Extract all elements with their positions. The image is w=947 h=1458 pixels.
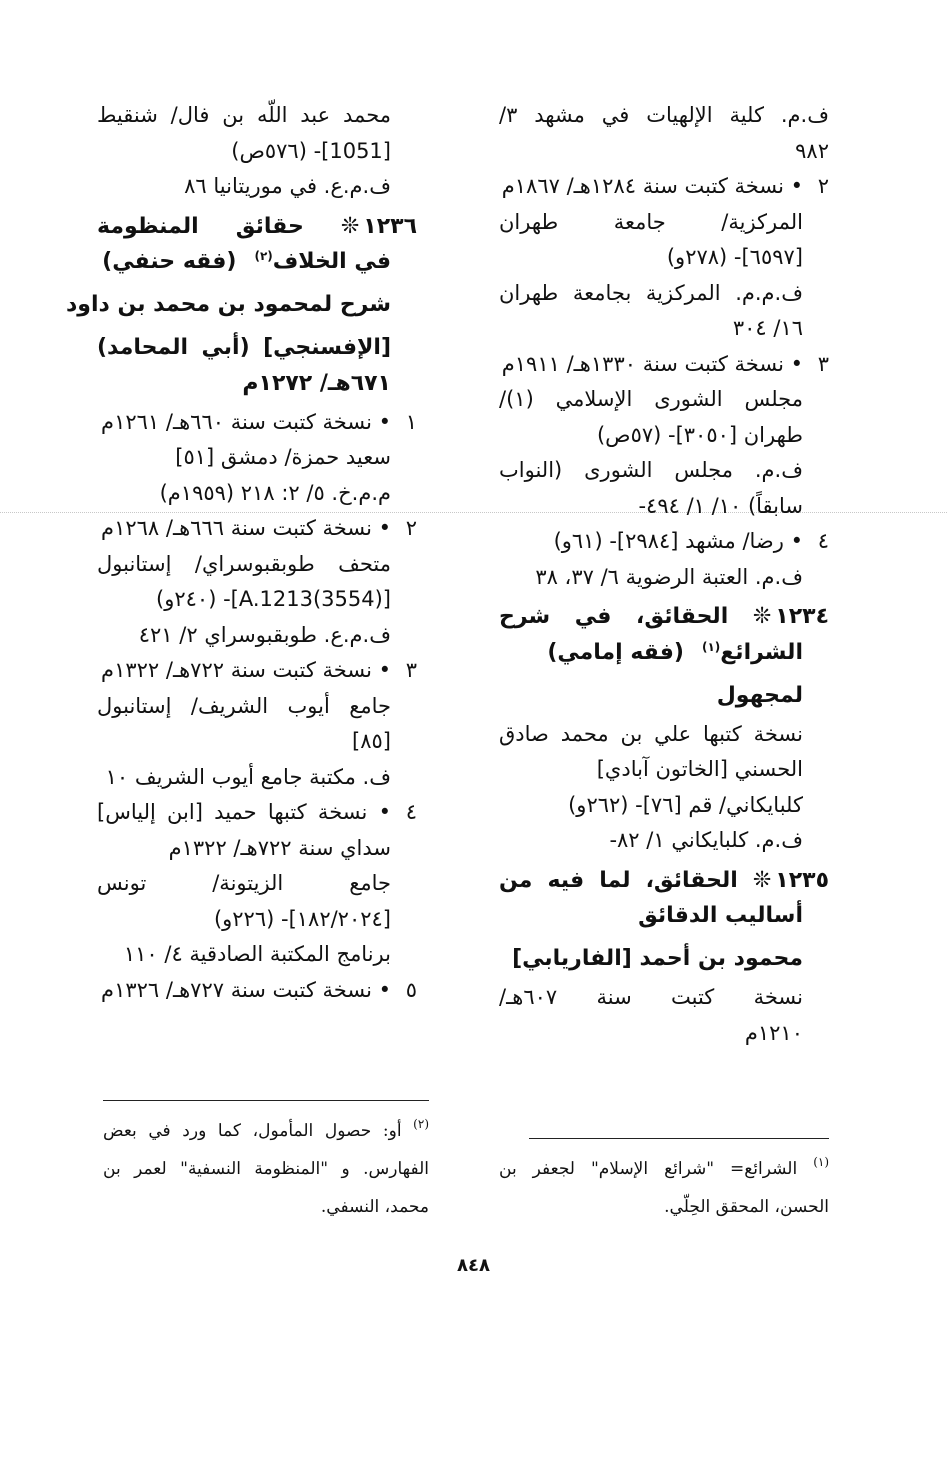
text-line xyxy=(499,489,829,525)
text-line xyxy=(97,547,417,583)
line-text: ١٢١٠م xyxy=(744,1020,803,1045)
line-text: الحسني [الخاتون آبادي] xyxy=(596,757,803,781)
copy-item xyxy=(97,973,417,1009)
copy-text: نسخة كتبت سنة ١٣٣٠هـ/ ١٩١١م xyxy=(501,351,784,376)
text-line xyxy=(499,276,829,312)
text-line xyxy=(499,752,829,788)
copy-item xyxy=(499,524,829,560)
line-text: ف.م.ع. في موريتانيا ٨٦ xyxy=(184,174,391,198)
text-line xyxy=(499,240,829,276)
line-text: محمد عبد اللّه بن فال/ شنقيط xyxy=(97,103,391,127)
entry-heading xyxy=(499,859,829,895)
entry-detail-bold xyxy=(499,894,829,937)
copy-text: رضا/ مشهد [٢٩٨٤]- (٦١و) xyxy=(553,529,784,553)
text-line xyxy=(97,134,417,170)
line-text: ٦٧١هـ/ ١٢٧٢م xyxy=(242,370,391,396)
footnote-ref: (١) xyxy=(701,639,721,654)
text-line xyxy=(499,418,829,454)
text-line xyxy=(499,205,829,241)
copy-number: ٣ xyxy=(817,351,829,376)
footnote-separator-left xyxy=(103,1100,429,1101)
text-line xyxy=(499,560,829,596)
entry-number: ١٢٣٦ xyxy=(363,213,417,239)
page-number: ٨٤٨ xyxy=(457,1255,490,1276)
footnote-text: أو: حصول المأمول، كما ورد في بعض الفهارس. و "المنظومة النسفية" لعمر بن محمد، النسفي. xyxy=(103,1121,429,1217)
copy-text: نسخة كتبت سنة ٧٢٢هـ/ ١٣٢٢م xyxy=(101,658,372,682)
line-text: محمود بن أحمد [الفاريابي] xyxy=(512,946,803,971)
text-line xyxy=(97,618,417,654)
line-text: [٨٥] xyxy=(352,729,391,753)
line-text: جامع الزيتونة/ تونس xyxy=(97,871,391,895)
copy-item xyxy=(97,653,417,689)
left-column xyxy=(65,98,417,1008)
text-line xyxy=(499,382,829,418)
line-text: ١٦/ ٣٠٤ xyxy=(732,316,803,340)
text-line xyxy=(97,866,417,902)
entry-detail-bold xyxy=(499,674,829,717)
text-line xyxy=(97,98,417,134)
bullet-icon: • xyxy=(378,658,391,682)
line-text: نسخة كتبت سنة ٦٠٧هـ/ xyxy=(499,985,803,1009)
entry-heading xyxy=(97,205,417,241)
line-text: ف.م. كلية الإلهيات في مشهد ٣/ xyxy=(499,103,829,127)
line-text: م.م.خ. ٥/ ٢: ٢١٨ (١٩٥٩م) xyxy=(159,480,391,505)
copy-number: ٥ xyxy=(405,977,417,1002)
text-line xyxy=(97,760,417,796)
line-text: مجلس الشورى الإسلامي (١)/ xyxy=(499,387,803,411)
entry-star-mark: ❊ xyxy=(752,867,772,893)
line-text: برنامج المكتبة الصادقية ٤/ ١١٠ xyxy=(123,942,391,966)
copy-item xyxy=(97,795,417,831)
entry-star-mark: ❊ xyxy=(752,604,772,629)
entry-detail-bold xyxy=(499,631,829,674)
text-line xyxy=(499,98,829,134)
footnote-marker: (١) xyxy=(813,1155,830,1169)
text-line xyxy=(97,440,417,476)
footnote-marker: (٢) xyxy=(413,1117,429,1131)
line-text: ف.م.م. المركزية بجامعة طهران xyxy=(499,280,803,305)
copy-text: نسخة كتبها حميد [ابن إلياس] xyxy=(97,800,368,824)
line-text: [الإفسنجي] (أبي المحامد) xyxy=(97,335,391,360)
text-line xyxy=(499,453,829,489)
bullet-icon: • xyxy=(378,409,391,434)
line-text: طهران [٣٠٥٠]- (٥٧ص) xyxy=(596,422,803,447)
entry-detail-bold xyxy=(97,240,417,283)
line-text: جامع أيوب الشريف/ إستانبول xyxy=(97,693,391,718)
line-text: المركزية/ جامعة طهران xyxy=(499,209,803,234)
text-line xyxy=(499,980,829,1016)
line-text: في الخلاف xyxy=(272,249,391,274)
entry-title: الحقائق، لما فيه من xyxy=(499,867,738,893)
copy-item xyxy=(97,511,417,547)
text-line xyxy=(499,1016,829,1052)
copy-text: نسخة كتبت سنة ٦٦٠هـ/ ١٢٦١م xyxy=(101,409,372,434)
bullet-icon: • xyxy=(790,174,803,198)
entry-detail-bold xyxy=(97,326,417,362)
entry-title: حقائق المنظومة xyxy=(97,213,304,239)
copy-number: ٣ xyxy=(405,658,417,682)
copy-text: نسخة كتبت سنة ٧٢٧هـ/ ١٣٢٦م xyxy=(101,977,372,1002)
entry-heading xyxy=(499,595,829,631)
footnote-ref: (٢) xyxy=(254,249,273,263)
text-line xyxy=(499,823,829,859)
line-text: سعيد حمزة/ دمشق [٥١] xyxy=(175,445,391,469)
bullet-icon: • xyxy=(378,977,391,1002)
copy-item xyxy=(499,169,829,205)
line-text: ف. مكتبة جامع أيوب الشريف ١٠ xyxy=(105,764,391,789)
line-text: [1051]- (٥٧٦ص) xyxy=(231,138,391,163)
line-text: [A.1213(3554)]- (٢٤٠و) xyxy=(156,587,391,611)
copy-text: نسخة كتبت سنة ١٢٨٤هـ/ ١٨٦٧م xyxy=(501,174,784,198)
bullet-icon: • xyxy=(378,800,391,824)
line-text: كلبايكاني/ قم [٧٦]- (٢٦٢و) xyxy=(568,792,803,817)
text-line xyxy=(97,831,417,867)
line-text: ف.م. العتبة الرضوية ٦/ ٣٧، ٣٨ xyxy=(535,564,803,589)
line-text: شرح لمحمود بن محمد بن داود xyxy=(65,292,391,317)
text-line xyxy=(97,937,417,973)
bullet-icon: • xyxy=(790,529,803,553)
text-line xyxy=(97,582,417,618)
copy-text: نسخة كتبت سنة ٦٦٦هـ/ ١٢٦٨م xyxy=(101,516,372,540)
line-text: ف.م. مجلس الشورى (النواب xyxy=(499,458,803,482)
copy-number: ٢ xyxy=(817,174,829,198)
line-text: أساليب الدقائق xyxy=(638,903,803,928)
footnote-text: الشرائع= "شرائع الإسلام" لجعفر بن الحسن، المحقق الحِلّي. xyxy=(499,1159,829,1217)
footnote-separator-right xyxy=(529,1138,829,1139)
copy-number: ١ xyxy=(405,409,417,434)
text-line xyxy=(499,717,829,753)
footnote-left xyxy=(103,1112,429,1226)
line-text: [١٨٢/٢٠٢٤]- (٢٢٦و) xyxy=(213,906,391,931)
subject-tag: (فقه حنفي) xyxy=(102,249,237,274)
text-line xyxy=(499,134,829,170)
line-text: لمجهول xyxy=(716,682,803,708)
copy-number: ٤ xyxy=(405,800,417,824)
text-line xyxy=(499,311,829,347)
right-column xyxy=(499,98,829,1051)
text-line xyxy=(97,724,417,760)
text-line xyxy=(97,902,417,938)
entry-star-mark: ❊ xyxy=(340,213,360,239)
entry-detail-bold xyxy=(65,283,417,326)
line-text: الشرائع xyxy=(720,639,803,665)
copy-number: ٢ xyxy=(405,516,417,540)
entry-detail-bold xyxy=(499,937,829,980)
text-line xyxy=(97,169,417,205)
subject-tag: (فقه إمامي) xyxy=(547,639,684,665)
line-text: متحف طوبقبوسراي/ إستانبول xyxy=(97,551,391,576)
text-line xyxy=(97,689,417,725)
entry-number: ١٢٣٤ xyxy=(775,604,829,629)
line-text: [٦٥٩٧]- (٢٧٨و) xyxy=(666,245,803,269)
bullet-icon: • xyxy=(378,516,391,540)
entry-title: الحقائق، في شرح xyxy=(499,604,729,629)
bullet-icon: • xyxy=(790,351,803,376)
line-text: ف.م. كلبايكاني ١/ ٨٢- xyxy=(609,828,803,852)
copy-number: ٤ xyxy=(817,529,829,553)
entry-number: ١٢٣٥ xyxy=(775,867,829,893)
line-text: نسخة كتبها علي بن محمد صادق xyxy=(499,721,803,746)
text-line xyxy=(499,788,829,824)
line-text: سداي سنة ٧٢٢هـ/ ١٣٢٢م xyxy=(168,835,391,860)
line-text: ف.م.ع. طوبقبوسراي ٢/ ٤٢١ xyxy=(138,622,391,647)
footnote-right xyxy=(499,1150,829,1226)
text-line xyxy=(97,476,417,512)
copy-item xyxy=(499,347,829,383)
copy-item xyxy=(97,405,417,441)
line-text: ٩٨٢ xyxy=(795,138,829,163)
entry-detail-bold xyxy=(97,362,417,405)
line-text: سابقاً) ١٠/ ١/ ٤٩٤- xyxy=(638,493,803,518)
